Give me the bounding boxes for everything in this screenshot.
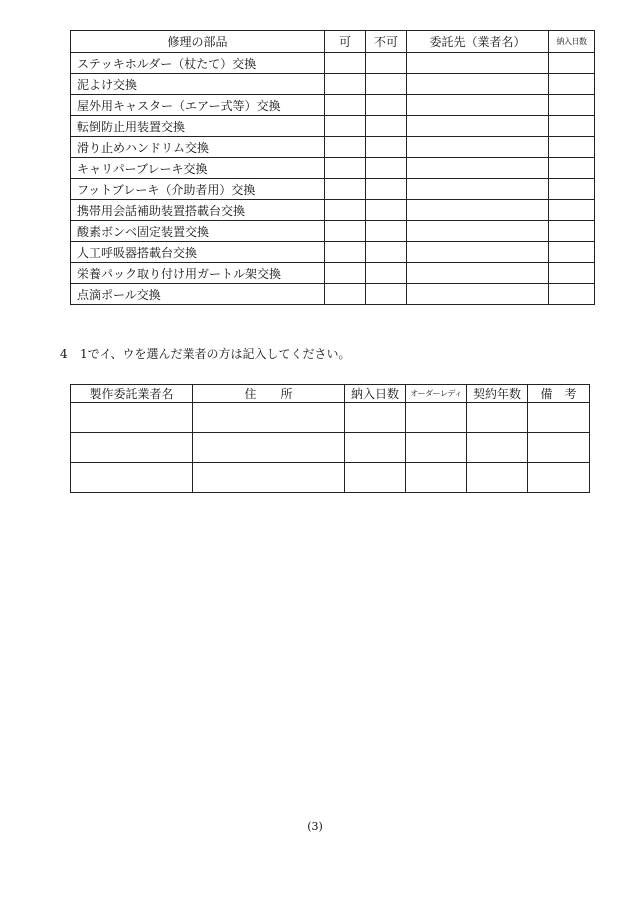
contractor-cell[interactable] xyxy=(407,74,549,95)
not-possible-cell[interactable] xyxy=(366,284,407,305)
contractor-cell[interactable] xyxy=(407,53,549,74)
possible-cell[interactable] xyxy=(325,158,366,179)
delivery-days-cell[interactable] xyxy=(549,263,595,284)
table-row xyxy=(71,74,595,95)
not-possible-cell[interactable] xyxy=(366,137,407,158)
contractor-cell[interactable] xyxy=(407,221,549,242)
header-contractor: 委託先（業者名） xyxy=(407,31,549,53)
not-possible-cell[interactable] xyxy=(366,158,407,179)
table-row xyxy=(71,403,590,433)
repair-part-label: 泥よけ交換 xyxy=(71,74,325,95)
delivery-days-cell[interactable] xyxy=(549,179,595,200)
possible-cell[interactable] xyxy=(325,74,366,95)
delivery-days-cell[interactable] xyxy=(549,158,595,179)
header-delivery-days: 納入日数 xyxy=(549,31,595,53)
contractor-table-header-row xyxy=(71,385,590,403)
possible-cell[interactable] xyxy=(325,95,366,116)
delivery-days-cell[interactable] xyxy=(549,221,595,242)
delivery-days-cell[interactable] xyxy=(549,242,595,263)
not-possible-cell[interactable] xyxy=(366,179,407,200)
possible-cell[interactable] xyxy=(325,137,366,158)
delivery-days-cell[interactable] xyxy=(549,95,595,116)
contractor-cell[interactable] xyxy=(407,242,549,263)
header-delivery-days: 納入日数 xyxy=(345,385,406,403)
contractor-cell[interactable] xyxy=(407,95,549,116)
maker-name-cell[interactable] xyxy=(71,433,193,463)
contractor-cell[interactable] xyxy=(407,284,549,305)
contractor-cell[interactable] xyxy=(407,263,549,284)
repair-part-label: 酸素ボンベ固定装置交換 xyxy=(71,221,325,242)
repair-parts-table xyxy=(70,30,595,305)
table-row xyxy=(71,95,595,116)
delivery-days-cell[interactable] xyxy=(549,74,595,95)
contractor-table xyxy=(70,384,590,493)
maker-name-cell[interactable] xyxy=(71,463,193,493)
delivery-days-cell[interactable] xyxy=(345,463,406,493)
section-number: 4 xyxy=(60,347,68,361)
repair-part-label: 携帯用会話補助装置搭載台交換 xyxy=(71,200,325,221)
header-remarks: 備 考 xyxy=(528,385,590,403)
contractor-cell[interactable] xyxy=(407,158,549,179)
header-address: 住 所 xyxy=(193,385,345,403)
address-cell[interactable] xyxy=(193,433,345,463)
possible-cell[interactable] xyxy=(325,263,366,284)
possible-cell[interactable] xyxy=(325,116,366,137)
repair-part-label: 人工呼吸器搭載台交換 xyxy=(71,242,325,263)
table-row xyxy=(71,263,595,284)
address-cell[interactable] xyxy=(193,403,345,433)
possible-cell[interactable] xyxy=(325,179,366,200)
repair-part-label: 栄養パック取り付け用ガートル架交換 xyxy=(71,263,325,284)
table-row xyxy=(71,179,595,200)
repair-part-label: ステッキホルダー（杖たて）交換 xyxy=(71,53,325,74)
table-row xyxy=(71,433,590,463)
contract-years-cell[interactable] xyxy=(467,463,528,493)
delivery-days-cell[interactable] xyxy=(549,137,595,158)
repair-part-label: 滑り止めハンドリム交換 xyxy=(71,137,325,158)
delivery-days-cell[interactable] xyxy=(549,200,595,221)
header-part: 修理の部品 xyxy=(71,31,325,53)
contract-years-cell[interactable] xyxy=(467,403,528,433)
delivery-days-cell[interactable] xyxy=(345,403,406,433)
section-4-instruction xyxy=(60,345,351,362)
not-possible-cell[interactable] xyxy=(366,95,407,116)
table-row xyxy=(71,463,590,493)
table-row xyxy=(71,242,595,263)
table-row xyxy=(71,284,595,305)
header-contract-years: 契約年数 xyxy=(467,385,528,403)
possible-cell[interactable] xyxy=(325,53,366,74)
possible-cell[interactable] xyxy=(325,284,366,305)
header-possible: 可 xyxy=(325,31,366,53)
not-possible-cell[interactable] xyxy=(366,116,407,137)
repair-table-header-row xyxy=(71,31,595,53)
table-row xyxy=(71,53,595,74)
address-cell[interactable] xyxy=(193,463,345,493)
remarks-cell[interactable] xyxy=(528,403,590,433)
remarks-cell[interactable] xyxy=(528,463,590,493)
delivery-days-cell[interactable] xyxy=(549,284,595,305)
possible-cell[interactable] xyxy=(325,242,366,263)
maker-name-cell[interactable] xyxy=(71,403,193,433)
possible-cell[interactable] xyxy=(325,200,366,221)
contractor-cell[interactable] xyxy=(407,137,549,158)
repair-part-label: 転倒防止用装置交換 xyxy=(71,116,325,137)
not-possible-cell[interactable] xyxy=(366,53,407,74)
page-number: (3) xyxy=(307,820,323,833)
section-text: 1でイ、ウを選んだ業者の方は記入してください。 xyxy=(80,347,351,361)
repair-part-label: 屋外用キャスター（エアー式等）交換 xyxy=(71,95,325,116)
not-possible-cell[interactable] xyxy=(366,200,407,221)
header-not-possible: 不可 xyxy=(366,31,407,53)
order-ready-cell[interactable] xyxy=(406,433,467,463)
table-row xyxy=(71,137,595,158)
contract-years-cell[interactable] xyxy=(467,433,528,463)
not-possible-cell[interactable] xyxy=(366,74,407,95)
repair-part-label: 点滴ポール交換 xyxy=(71,284,325,305)
repair-part-label: キャリパーブレーキ交換 xyxy=(71,158,325,179)
repair-part-label: フットブレーキ（介助者用）交換 xyxy=(71,179,325,200)
table-row xyxy=(71,221,595,242)
order-ready-cell[interactable] xyxy=(406,463,467,493)
contractor-cell[interactable] xyxy=(407,116,549,137)
remarks-cell[interactable] xyxy=(528,433,590,463)
contractor-cell[interactable] xyxy=(407,200,549,221)
table-row xyxy=(71,200,595,221)
table-row xyxy=(71,158,595,179)
table-row xyxy=(71,116,595,137)
possible-cell[interactable] xyxy=(325,221,366,242)
header-maker-name: 製作委託業者名 xyxy=(71,385,193,403)
order-ready-cell[interactable] xyxy=(406,403,467,433)
not-possible-cell[interactable] xyxy=(366,221,407,242)
contractor-cell[interactable] xyxy=(407,179,549,200)
delivery-days-cell[interactable] xyxy=(549,53,595,74)
delivery-days-cell[interactable] xyxy=(549,116,595,137)
delivery-days-cell[interactable] xyxy=(345,433,406,463)
not-possible-cell[interactable] xyxy=(366,242,407,263)
header-order-ready: オーダーレディ xyxy=(406,385,467,403)
not-possible-cell[interactable] xyxy=(366,263,407,284)
